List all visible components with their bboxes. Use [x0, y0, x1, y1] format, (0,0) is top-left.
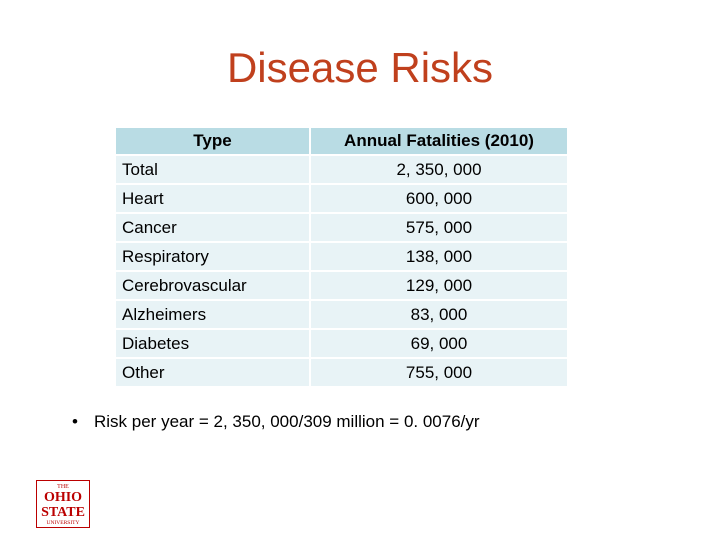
row-value: 755, 000	[311, 359, 567, 386]
table-row	[116, 185, 567, 212]
row-value: 2, 350, 000	[311, 156, 567, 183]
row-type: Heart	[116, 185, 309, 212]
row-type: Diabetes	[116, 330, 309, 357]
table-row	[116, 359, 567, 386]
bullet-text: Risk per year = 2, 350, 000/309 million = 0. 0076/yr	[94, 412, 480, 431]
logo-line-state: STATE	[41, 505, 85, 520]
row-type: Cerebrovascular	[116, 272, 309, 299]
logo-line-the: THE	[57, 484, 69, 490]
disease-risk-table	[114, 126, 569, 388]
slide-title: Disease Risks	[226, 44, 494, 91]
risk-bullet	[72, 412, 480, 432]
row-value: 138, 000	[311, 243, 567, 270]
table-row	[116, 330, 567, 357]
row-value: 83, 000	[311, 301, 567, 328]
table-row	[116, 272, 567, 299]
table-row	[116, 243, 567, 270]
row-type: Other	[116, 359, 309, 386]
row-type: Alzheimers	[116, 301, 309, 328]
row-value: 600, 000	[311, 185, 567, 212]
row-value: 69, 000	[311, 330, 567, 357]
ohio-state-logo	[36, 480, 90, 528]
row-type: Cancer	[116, 214, 309, 241]
row-value: 575, 000	[311, 214, 567, 241]
table-row	[116, 301, 567, 328]
row-type: Respiratory	[116, 243, 309, 270]
header-type: Type	[116, 128, 309, 154]
bullet-marker: •	[72, 412, 78, 431]
header-annual-fatalities: Annual Fatalities (2010)	[311, 128, 567, 154]
logo-line-ohio: OHIO	[43, 490, 83, 505]
logo-line-university: UNIVERSITY	[46, 520, 80, 526]
table-row	[116, 156, 567, 183]
row-value: 129, 000	[311, 272, 567, 299]
table-header-row	[116, 128, 567, 154]
table-row	[116, 214, 567, 241]
row-type: Total	[116, 156, 309, 183]
